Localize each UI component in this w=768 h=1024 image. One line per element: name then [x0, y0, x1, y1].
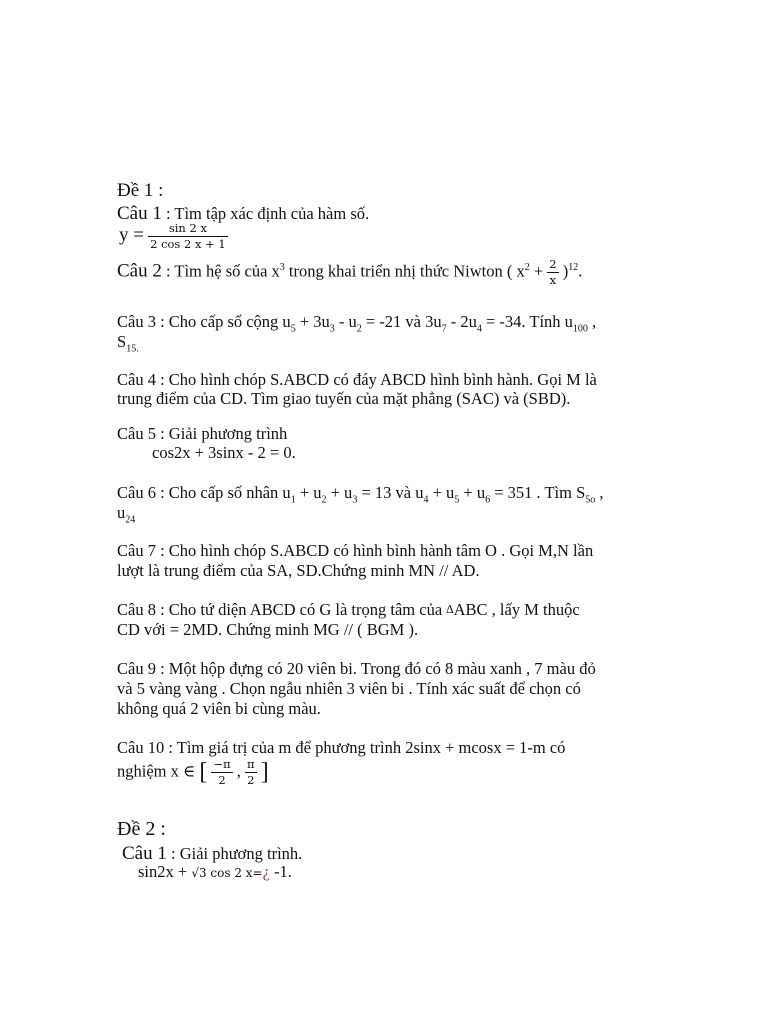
de1-q4-line1: Câu 4 : Cho hình chóp S.ABCD có đáy ABCD hình bình hành. Gọi M là [117, 370, 597, 389]
de1-q10-numerator-1: −π [213, 757, 231, 771]
de1-q1-formula [119, 222, 228, 251]
de1-q6-sub: 6 [485, 494, 491, 506]
de1-q6-sub: 3 [352, 494, 358, 506]
de1-q3-text: = -34. Tính u [481, 312, 573, 331]
de1-q3-sub: 5 [290, 323, 296, 335]
de1-q6-text: + u [295, 483, 322, 502]
de1-q9-line2: và 5 vàng vàng . Chọn ngẫu nhiên 3 viên bi . Tính xác suất để chọn có [117, 679, 581, 698]
de1-q1-numerator: sin 2 x [168, 221, 207, 235]
de1-q2-label: Câu 2 [117, 260, 162, 282]
de1-q2-text: : Tìm hệ số của x [161, 261, 280, 281]
de1-q2-fraction [547, 258, 558, 287]
de1-q10-fraction-1 [211, 758, 232, 787]
de2-q1-eq-text: sin2x + [138, 862, 192, 881]
de1-q10-denominator-2: 2 [245, 772, 257, 787]
de1-q2-plus: + [529, 261, 548, 281]
de1-q2-text2: trong khai triển nhị thức Niwton ( x [284, 261, 525, 281]
de1-q3-sub: 2 [356, 323, 362, 335]
de1-q6-sub: 1 [290, 494, 296, 506]
de1-q3-line1 [117, 312, 597, 335]
de1-q6-sub: 4 [423, 494, 429, 506]
element-of-symbol: ∈ [183, 761, 196, 781]
left-bracket: [ [199, 759, 208, 785]
de1-q9-line3: không quá 2 viên bi cùng màu. [117, 699, 321, 718]
de1-q3-text: - 2u [446, 312, 477, 331]
de2-q1-equation [138, 862, 292, 882]
de1-q2-exp12: 12 [568, 261, 579, 273]
de1-q5-equation: cos2x + 3sinx - 2 = 0. [152, 443, 296, 462]
triangle-symbol: ∆ [446, 602, 454, 616]
de1-q3-sub: 3 [329, 323, 335, 335]
de1-q10-numerator-2: π [247, 757, 255, 771]
de1-q3-sub: 100 [572, 323, 588, 335]
de1-q1-denominator: 2 cos 2 x + 1 [150, 237, 226, 251]
de1-q10-fraction-2 [245, 758, 257, 787]
right-bracket: ] [260, 759, 269, 785]
de1-q6-text: Câu 6 : Cho cấp số nhân u [117, 483, 291, 502]
de1-q10-comma: , [232, 761, 246, 781]
de1-q6-text: + u [428, 483, 455, 502]
de1-q3-text: Câu 3 : Cho cấp số cộng u [117, 312, 291, 331]
de1-q7-line2: lượt là trung điểm của SA, SD.Chứng minh MN // AD. [117, 561, 480, 580]
de1-q6-text: = 351 . Tìm S [490, 483, 586, 502]
de1-q3-text: + 3u [295, 312, 330, 331]
de1-q3-sub: 4 [476, 323, 482, 335]
de2-heading: Đề 2 : [117, 818, 166, 840]
de1-heading: Đề 1 : [117, 180, 164, 201]
de1-q6-text: + u [459, 483, 486, 502]
de1-q1-fraction [148, 222, 228, 251]
de1-q2-end: . [578, 261, 583, 281]
de1-q2-close: ) [558, 261, 569, 281]
de1-q10-line1: Câu 10 : Tìm giá trị của m để phương trình 2sinx + mcosx = 1-m có [117, 738, 566, 757]
de1-q2-exp3: 3 [279, 261, 285, 273]
de1-q3-text: , [587, 312, 597, 331]
de1-q2-line [117, 258, 582, 287]
de1-q4-line2: trung điểm của CD. Tìm giao tuyến của mặt phẳng (SAC) và (SBD). [117, 389, 571, 408]
de1-q3-sub: 15. [126, 343, 139, 355]
de1-q8-text: Câu 8 : Cho tứ diện ABCD có G là trọng tâm của [117, 600, 447, 619]
de1-q3-text: = -21 và 3u [361, 312, 442, 331]
de1-q1-lhs: y = [119, 224, 144, 246]
de2-q1-error-glyph: ¿ [262, 862, 270, 881]
de1-q6-text: + u [326, 483, 353, 502]
de1-q1-label: Câu 1 [117, 203, 162, 224]
de1-q8-text: ABC , lấy M thuộc [453, 600, 580, 619]
de1-q6-line2 [117, 503, 136, 526]
de1-q3-sub: 7 [441, 323, 447, 335]
de1-q6-sub: 24 [125, 514, 136, 526]
de2-q1-label: Câu 1 [122, 843, 167, 864]
de1-q2-exp2: 2 [524, 261, 530, 273]
de1-q6-sub: 5o [585, 494, 596, 506]
de1-q6-text: u [117, 503, 126, 522]
de1-q3-text: S [117, 332, 127, 351]
de1-q3-text: - u [334, 312, 357, 331]
de1-q2-denominator: x [547, 272, 558, 287]
de1-q10-line2 [117, 758, 269, 787]
de1-q10-text: nghiệm x [117, 761, 183, 781]
de1-q9-line1: Câu 9 : Một hộp đựng có 20 viên bi. Trong đó có 8 màu xanh , 7 màu đỏ [117, 659, 596, 678]
de1-q10-denominator-1: 2 [211, 772, 232, 787]
de1-q5-line1: Câu 5 : Giải phương trình [117, 424, 288, 443]
de2-q1-eq-text: -1. [269, 862, 292, 881]
de2-q1-sqrt-expr: √3 cos 2 x= [191, 866, 263, 880]
de1-q7-line1: Câu 7 : Cho hình chóp S.ABCD có hình bình hành tâm O . Gọi M,N lần [117, 541, 594, 560]
de1-q3-line2 [117, 332, 139, 355]
de1-q6-text: = 13 và u [357, 483, 424, 502]
de1-q2-numerator: 2 [549, 257, 557, 271]
de2-q1-text: : Giải phương trình. [166, 844, 303, 863]
de1-q1-text: : Tìm tập xác định của hàm số. [161, 204, 370, 223]
de1-q6-sub: 2 [321, 494, 327, 506]
de1-q6-text: , [595, 483, 604, 502]
de1-q6-line1 [117, 483, 604, 506]
de1-q8-line2: CD với = 2MD. Chứng minh MG // ( BGM ). [117, 620, 419, 639]
de1-q8-line1 [117, 600, 580, 620]
de1-q6-sub: 5 [454, 494, 460, 506]
